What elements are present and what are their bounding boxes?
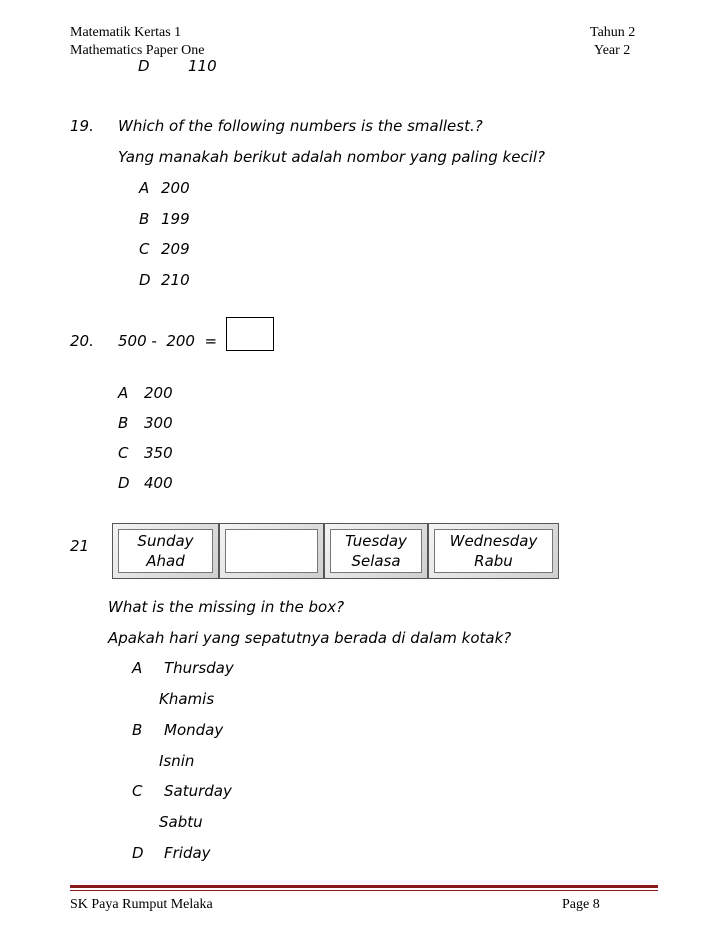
option-letter: A xyxy=(118,384,129,402)
day-en: Wednesday xyxy=(449,532,538,550)
day-ms: Selasa xyxy=(351,552,401,570)
day-box-missing xyxy=(219,523,324,579)
question-text-ms: Apakah hari yang sepatutnya berada di dalam kotak? xyxy=(108,629,512,647)
option-value: 200 xyxy=(161,179,190,197)
question-text-en: What is the missing in the box? xyxy=(108,598,345,616)
option-value-en: Monday xyxy=(164,721,224,739)
question-text-en: Which of the following numbers is the smallest.? xyxy=(118,117,483,135)
page-number: Page 8 xyxy=(562,897,600,912)
footer-rule-thin xyxy=(70,890,658,891)
option-letter: B xyxy=(118,414,129,432)
question-number: 20. xyxy=(70,332,94,350)
option-value-en: Thursday xyxy=(164,659,234,677)
answer-box xyxy=(226,317,274,351)
day-ms: Rabu xyxy=(474,552,513,570)
option-letter: D xyxy=(118,474,130,492)
day-box-sunday xyxy=(112,523,219,579)
footer-school: SK Paya Rumput Melaka xyxy=(70,897,213,912)
option-letter: A xyxy=(139,179,150,197)
question-expression: 500 - 200 = xyxy=(118,332,218,350)
option-value-ms: Sabtu xyxy=(159,813,203,831)
option-letter: B xyxy=(139,210,150,228)
day-en: Sunday xyxy=(137,532,194,550)
option-letter: D xyxy=(138,57,150,75)
header-year-ms: Tahun 2 xyxy=(590,25,636,40)
option-value-en: Saturday xyxy=(164,782,232,800)
header-subject-en: Mathematics Paper One xyxy=(70,43,205,58)
option-letter: A xyxy=(132,659,143,677)
option-letter: D xyxy=(132,844,144,862)
option-value-ms: Khamis xyxy=(159,690,215,708)
option-letter: C xyxy=(132,782,143,800)
option-letter: C xyxy=(139,240,150,258)
option-value: 209 xyxy=(161,240,190,258)
option-value: 400 xyxy=(144,474,173,492)
header-subject-ms: Matematik Kertas 1 xyxy=(70,25,182,40)
question-text-ms: Yang manakah berikut adalah nombor yang paling kecil? xyxy=(118,148,545,166)
option-value: 350 xyxy=(144,444,173,462)
day-ms: Ahad xyxy=(146,552,185,570)
question-number: 19. xyxy=(70,117,94,135)
day-en: Tuesday xyxy=(345,532,407,550)
header-year-en: Year 2 xyxy=(594,43,631,58)
day-box-tuesday xyxy=(324,523,428,579)
option-letter: B xyxy=(132,721,143,739)
option-value: 110 xyxy=(188,57,217,75)
footer-rule-thick xyxy=(70,885,658,888)
option-value: 300 xyxy=(144,414,173,432)
day-box-wednesday xyxy=(428,523,559,579)
option-value: 199 xyxy=(161,210,190,228)
option-value-en: Friday xyxy=(164,844,211,862)
option-letter: C xyxy=(118,444,129,462)
question-number: 21 xyxy=(70,537,90,555)
option-value: 200 xyxy=(144,384,173,402)
option-value-ms: Isnin xyxy=(159,752,195,770)
option-letter: D xyxy=(139,271,151,289)
option-value: 210 xyxy=(161,271,190,289)
